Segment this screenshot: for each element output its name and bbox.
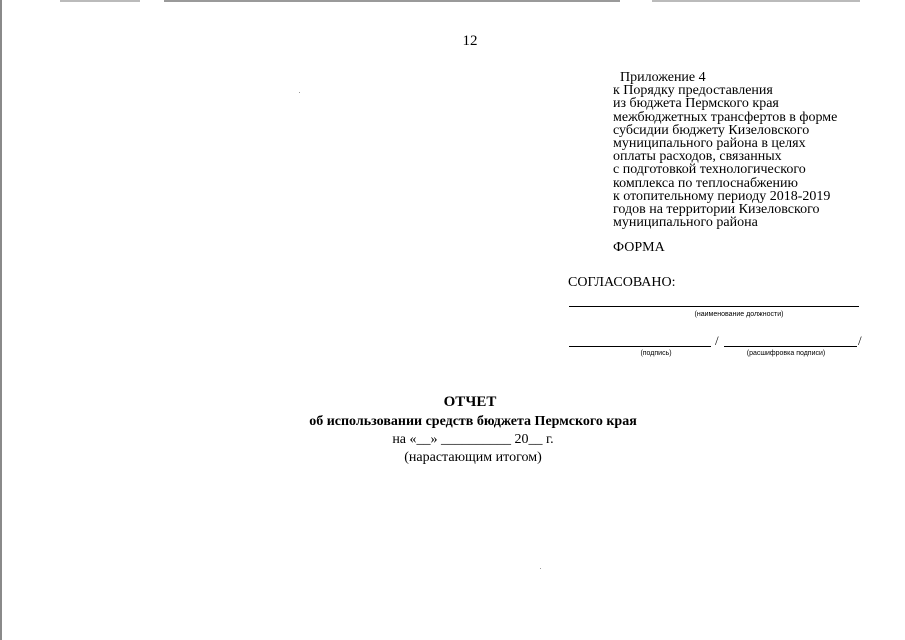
decoding-separator: /	[858, 333, 862, 348]
scan-speck	[299, 92, 300, 93]
appendix-line: субсидии бюджету Кизеловского	[613, 122, 810, 138]
appendix-line: к Порядку предоставления	[613, 83, 773, 99]
signature-caption: (подпись)	[640, 350, 672, 357]
report-date-line: на «__» __________ 20__ г.	[392, 432, 554, 447]
appendix-line: с подготовкой технологического	[613, 162, 806, 178]
appendix-block	[613, 71, 883, 229]
signature-line	[569, 334, 711, 347]
appendix-line: межбюджетных трансфертов в форме	[613, 109, 838, 125]
position-line	[569, 292, 859, 307]
appendix-line: муниципального района в целях	[613, 136, 806, 152]
decoding-line	[724, 334, 857, 347]
scan-speck	[540, 568, 541, 569]
appendix-line: оплаты расходов, связанных	[613, 149, 782, 165]
appendix-line: муниципального района	[613, 215, 758, 231]
appendix-line: Приложение 4	[620, 70, 706, 85]
decoding-caption: (расшифровка подписи)	[746, 350, 826, 357]
page-left-border	[0, 0, 2, 640]
appendix-line: к отопительному периоду 2018-2019	[613, 188, 831, 204]
report-title: ОТЧЕТ	[443, 394, 497, 410]
appendix-line: годов на территории Кизеловского	[613, 202, 820, 218]
page-number: 12	[462, 33, 478, 49]
appendix-line: из бюджета Пермского края	[613, 96, 779, 112]
position-caption: (наименование должности)	[694, 311, 784, 318]
form-label: ФОРМА	[613, 240, 665, 255]
report-note: (нарастающим итогом)	[404, 450, 542, 465]
page-top-border	[60, 0, 860, 2]
appendix-line: комплекса по теплоснабжению	[613, 175, 798, 191]
report-subtitle: об использовании средств бюджета Пермского края	[309, 414, 637, 429]
signature-separator: /	[715, 333, 719, 348]
approval-title: СОГЛАСОВАНО:	[568, 275, 676, 290]
